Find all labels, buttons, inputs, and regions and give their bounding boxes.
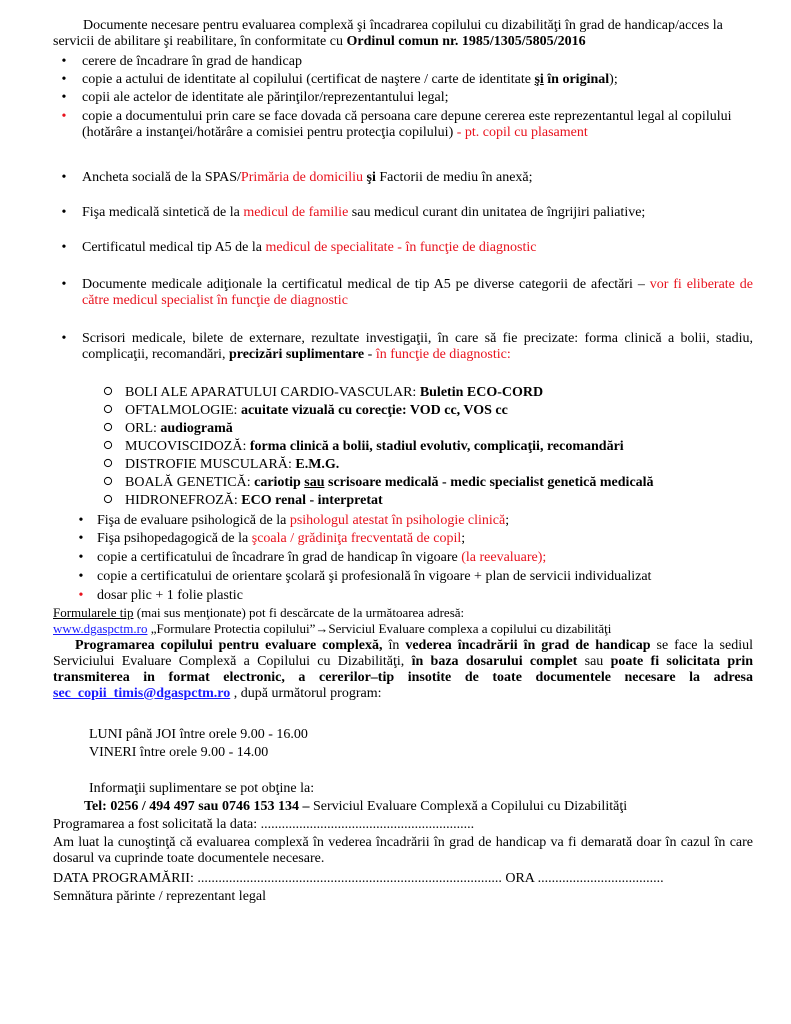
signature-label: Semnătura părinte / reprezentant legal xyxy=(53,889,267,904)
list-item: • copie a certificatului de orientare şcolară şi profesională în vigoare + plan de servicii individualizat xyxy=(97,569,753,585)
formulare-link-line: www.dgaspctm.ro „Formulare Protectia copilului”→Serviciul Evaluare complexa a copilului cu dizabilităţi xyxy=(53,621,612,636)
phone-numbers: Tel: 0256 / 494 497 sau 0746 153 134 – xyxy=(84,799,313,814)
solicitata-line: Programarea a fost solicitată la data: ............................................................. xyxy=(53,817,475,832)
hollow-circle-icon xyxy=(103,386,113,396)
bullet-dot-icon: • xyxy=(61,54,67,69)
hollow-circle-icon xyxy=(103,476,113,486)
data-programarii-line: DATA PROGRAMĂRII: ....................................................................................... ORA .................................... xyxy=(53,871,664,886)
list-item: • copie a documentului prin care se face dovada că persoana care depune cererea este reprezentantul legal al copilului (hotărâre a instanţei/hotărâre a comisiei pentru protecţia copilului) - pt. copil cu plasament xyxy=(82,109,753,141)
sub-list-item: HIDRONEFROZĂ: ECO renal - interpretat xyxy=(125,493,753,509)
list-item: • copie a certificatului de încadrare în grad de handicap în vigoare (la reevaluare); xyxy=(97,550,753,566)
hollow-circle-icon xyxy=(103,458,113,468)
bullet-dot-icon: • xyxy=(78,513,84,528)
acknowledgement: Am luat la cunoştinţă că evaluarea complexă în vederea încadrării în grad de handicap va fi demarată doar în cazul în care dosarul va cuprinde toate documentele necesare. xyxy=(53,835,753,866)
sub-list-item: MUCOVISCIDOZĂ: forma clinică a bolii, stadiul evolutiv, complicaţii, recomandări xyxy=(125,439,753,455)
list-item-fisa-medicala: • Fişa medicală sintetică de la medicul de familie sau medicul curant din unitatea de îngrijiri paliative; xyxy=(82,205,753,221)
list-item-ancheta: • Ancheta socială de la SPAS/Primăria de domiciliu şi Factorii de mediu în anexă; xyxy=(82,170,753,186)
intro-text: Documente necesare pentru evaluarea complexă şi încadrarea copilului cu dizabilităţi în grad de handicap/acces la servicii de abilitare şi reabilitare, în conformitate cu xyxy=(53,18,723,49)
bullet-dot-icon: • xyxy=(78,531,84,546)
bullet-dot-icon: • xyxy=(61,240,67,255)
bullet-dot-icon: • xyxy=(61,331,67,346)
sub-list-item: DISTROFIE MUSCULARĂ: E.M.G. xyxy=(125,457,753,473)
bullet-dot-icon: • xyxy=(61,205,67,220)
hollow-circle-icon xyxy=(103,422,113,432)
bullet-dot-icon: • xyxy=(78,569,84,584)
orar-luni-joi: LUNI până JOI între orele 9.00 - 16.00 xyxy=(89,727,308,742)
hollow-circle-icon xyxy=(103,440,113,450)
list-item: • Fişa de evaluare psihologică de la psihologul atestat în psihologie clinică; xyxy=(97,513,753,529)
bullet-dot-icon: • xyxy=(61,90,67,105)
orar-vineri: VINERI între orele 9.00 - 14.00 xyxy=(89,745,269,760)
contact-line: Tel: 0256 / 494 497 sau 0746 153 134 – Serviciul Evaluare Complexă a Copilului cu Dizabilităţi xyxy=(84,799,628,814)
list-item: • cerere de încadrare în grad de handicap xyxy=(82,54,753,70)
info-heading: Informaţii suplimentare se pot obţine la: xyxy=(89,781,315,796)
sub-list-item: BOALĂ GENETICĂ: cariotip sau scrisoare medicală - medic specialist genetică medicală xyxy=(125,475,753,491)
list-item: • copie a actului de identitate al copilului (certificat de naştere / carte de identitate şi în original); xyxy=(82,72,753,88)
bullet-dot-icon: • xyxy=(61,170,67,185)
email-link[interactable]: sec_copii_timis@dgaspctm.ro xyxy=(53,686,231,701)
formulare-note: Formularele tip (mai sus menţionate) pot fi descărcate de la următoarea adresă: xyxy=(53,605,465,620)
bullet-dot-icon: • xyxy=(78,550,84,565)
bullet-dot-icon: • xyxy=(61,109,67,124)
sub-list-item: BOLI ALE APARATULUI CARDIO-VASCULAR: Buletin ECO-CORD xyxy=(125,385,753,401)
sub-list-item: OFTALMOLOGIE: acuitate vizuală cu corecţie: VOD cc, VOS cc xyxy=(125,403,753,419)
intro-paragraph xyxy=(53,18,753,50)
list-item: • copii ale actelor de identitate ale părinţilor/reprezentantului legal; xyxy=(82,90,753,106)
list-item-scrisori: • Scrisori medicale, bilete de externare, rezultate investigaţii, în care să fie precizate: forma clinică a bolii, stadiu, complicaţii, recomandări, precizări suplimentare - în funcţie de diagnostic: xyxy=(82,331,753,363)
programare-paragraph: Programarea copilului pentru evaluare complexă, în vederea încadrării în grad de handicap se face la sediul Serviciului Evaluare Complexă a Copilului cu Dizabilităţi, în baza dosarului complet sau poate fi solicitata prin transmiterea in format electronic, a cererilor–tip insotite de toate documentele necesare la adresa sec_copii_timis@dgaspctm.ro , după următorul program: xyxy=(53,638,754,701)
sub-list-item: ORL: audiogramă xyxy=(125,421,753,437)
dgaspctm-link[interactable]: www.dgaspctm.ro xyxy=(53,621,148,636)
bullet-dot-icon: • xyxy=(61,277,67,292)
list-item-certificat: • Certificatul medical tip A5 de la medicul de specialitate - în funcţie de diagnostic xyxy=(82,240,753,256)
bullet-dot-icon: • xyxy=(78,588,84,603)
hollow-circle-icon xyxy=(103,404,113,414)
bullet-dot-icon: • xyxy=(61,72,67,87)
ordin-reference: Ordinul comun nr. 1985/1305/5805/2016 xyxy=(346,34,586,49)
list-item: • Fişa psihopedagogică de la şcoala / grădiniţa frecventată de copil; xyxy=(97,531,753,547)
hollow-circle-icon xyxy=(103,494,113,504)
list-item-documente: • Documente medicale adiţionale la certificatul medical de tip A5 pe diverse categorii de afectări – vor fi eliberate de către medicul specialist în funcţie de diagnostic xyxy=(82,277,753,309)
list-item: • dosar plic + 1 folie plastic xyxy=(97,588,753,604)
